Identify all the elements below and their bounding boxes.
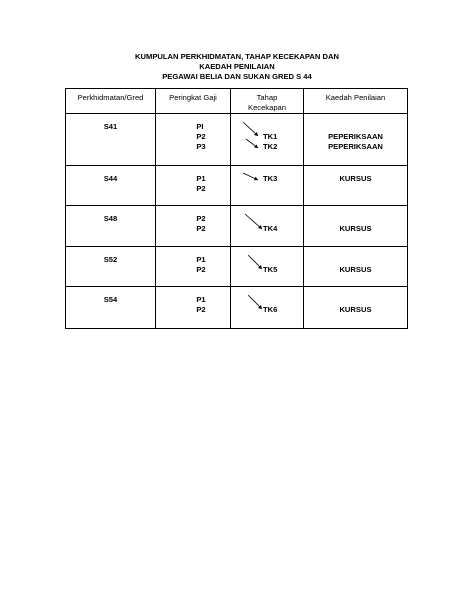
kaedah-item	[304, 214, 407, 224]
kaedah-item: KURSUS	[339, 265, 372, 274]
cell-gaji	[156, 206, 231, 247]
tahap-item: TK2	[263, 142, 278, 151]
gaji-item: P2	[196, 305, 206, 314]
tahap-item: TK3	[263, 174, 278, 183]
cell-gaji	[156, 247, 231, 287]
gaji-item: P2	[196, 214, 206, 223]
kaedah-item: PEPERIKSAAN	[328, 132, 383, 141]
tahap-item	[263, 255, 277, 265]
gaji-item: P2	[196, 224, 206, 233]
table-row	[66, 166, 408, 206]
cell-kaedah	[304, 206, 408, 247]
cell-gaji	[156, 287, 231, 329]
kaedah-item	[304, 184, 407, 194]
gaji-item: P2	[196, 184, 206, 193]
gaji-item: P1	[196, 255, 206, 264]
tahap-item: TK6	[263, 305, 278, 314]
tahap-item	[263, 295, 277, 305]
cell-kaedah	[304, 247, 408, 287]
tahap-item	[263, 214, 277, 224]
header-tahap-line1: Tahap	[256, 93, 278, 102]
cell-gred: S41	[66, 114, 156, 166]
header-perkhidmatan: Perkhidmatan/Gred	[66, 89, 156, 114]
cell-tahap	[231, 114, 304, 166]
cell-gred: S48	[66, 206, 156, 247]
gred-table	[65, 88, 408, 329]
header-kaedah-penilaian: Kaedah Penilaian	[304, 89, 408, 114]
cell-tahap	[231, 287, 304, 329]
kaedah-item	[304, 255, 407, 265]
cell-gaji	[156, 166, 231, 206]
table-row	[66, 287, 408, 329]
kaedah-item: KURSUS	[339, 305, 372, 314]
header-peringkat-gaji: Peringkat Gaji	[156, 89, 231, 114]
gaji-item: PI	[196, 122, 204, 131]
table-row	[66, 206, 408, 247]
gaji-item: P3	[196, 142, 206, 151]
title-line-1: KUMPULAN PERKHIDMATAN, TAHAP KECEKAPAN DAN	[135, 52, 339, 61]
gaji-item: P2	[196, 132, 206, 141]
cell-kaedah	[304, 114, 408, 166]
title-line-3: PEGAWAI BELIA DAN SUKAN GRED S 44	[162, 72, 312, 81]
header-tahap-line2: Kecekapan	[248, 103, 286, 112]
kaedah-item: KURSUS	[339, 174, 372, 183]
header-tahap-kecekapan	[231, 89, 304, 114]
kaedah-item: KURSUS	[339, 224, 372, 233]
table-header-row	[66, 89, 408, 114]
document-title	[0, 52, 474, 82]
kaedah-item	[304, 295, 407, 305]
cell-tahap	[231, 206, 304, 247]
gaji-item: P2	[196, 265, 206, 274]
cell-kaedah	[304, 166, 408, 206]
cell-tahap	[231, 166, 304, 206]
cell-gred: S54	[66, 287, 156, 329]
cell-kaedah	[304, 287, 408, 329]
tahap-item	[263, 122, 277, 132]
cell-gred: S44	[66, 166, 156, 206]
title-line-2: KAEDAH PENILAIAN	[199, 62, 275, 71]
cell-gaji	[156, 114, 231, 166]
gaji-item: P1	[196, 174, 206, 183]
cell-gred: S52	[66, 247, 156, 287]
tahap-item: TK1	[263, 132, 278, 141]
kaedah-item	[304, 122, 407, 132]
kaedah-item: PEPERIKSAAN	[328, 142, 383, 151]
gaji-item: P1	[196, 295, 206, 304]
table-row	[66, 247, 408, 287]
table-row	[66, 114, 408, 166]
tahap-item: TK5	[263, 265, 278, 274]
tahap-item	[263, 184, 277, 194]
tahap-item: TK4	[263, 224, 278, 233]
cell-tahap	[231, 247, 304, 287]
